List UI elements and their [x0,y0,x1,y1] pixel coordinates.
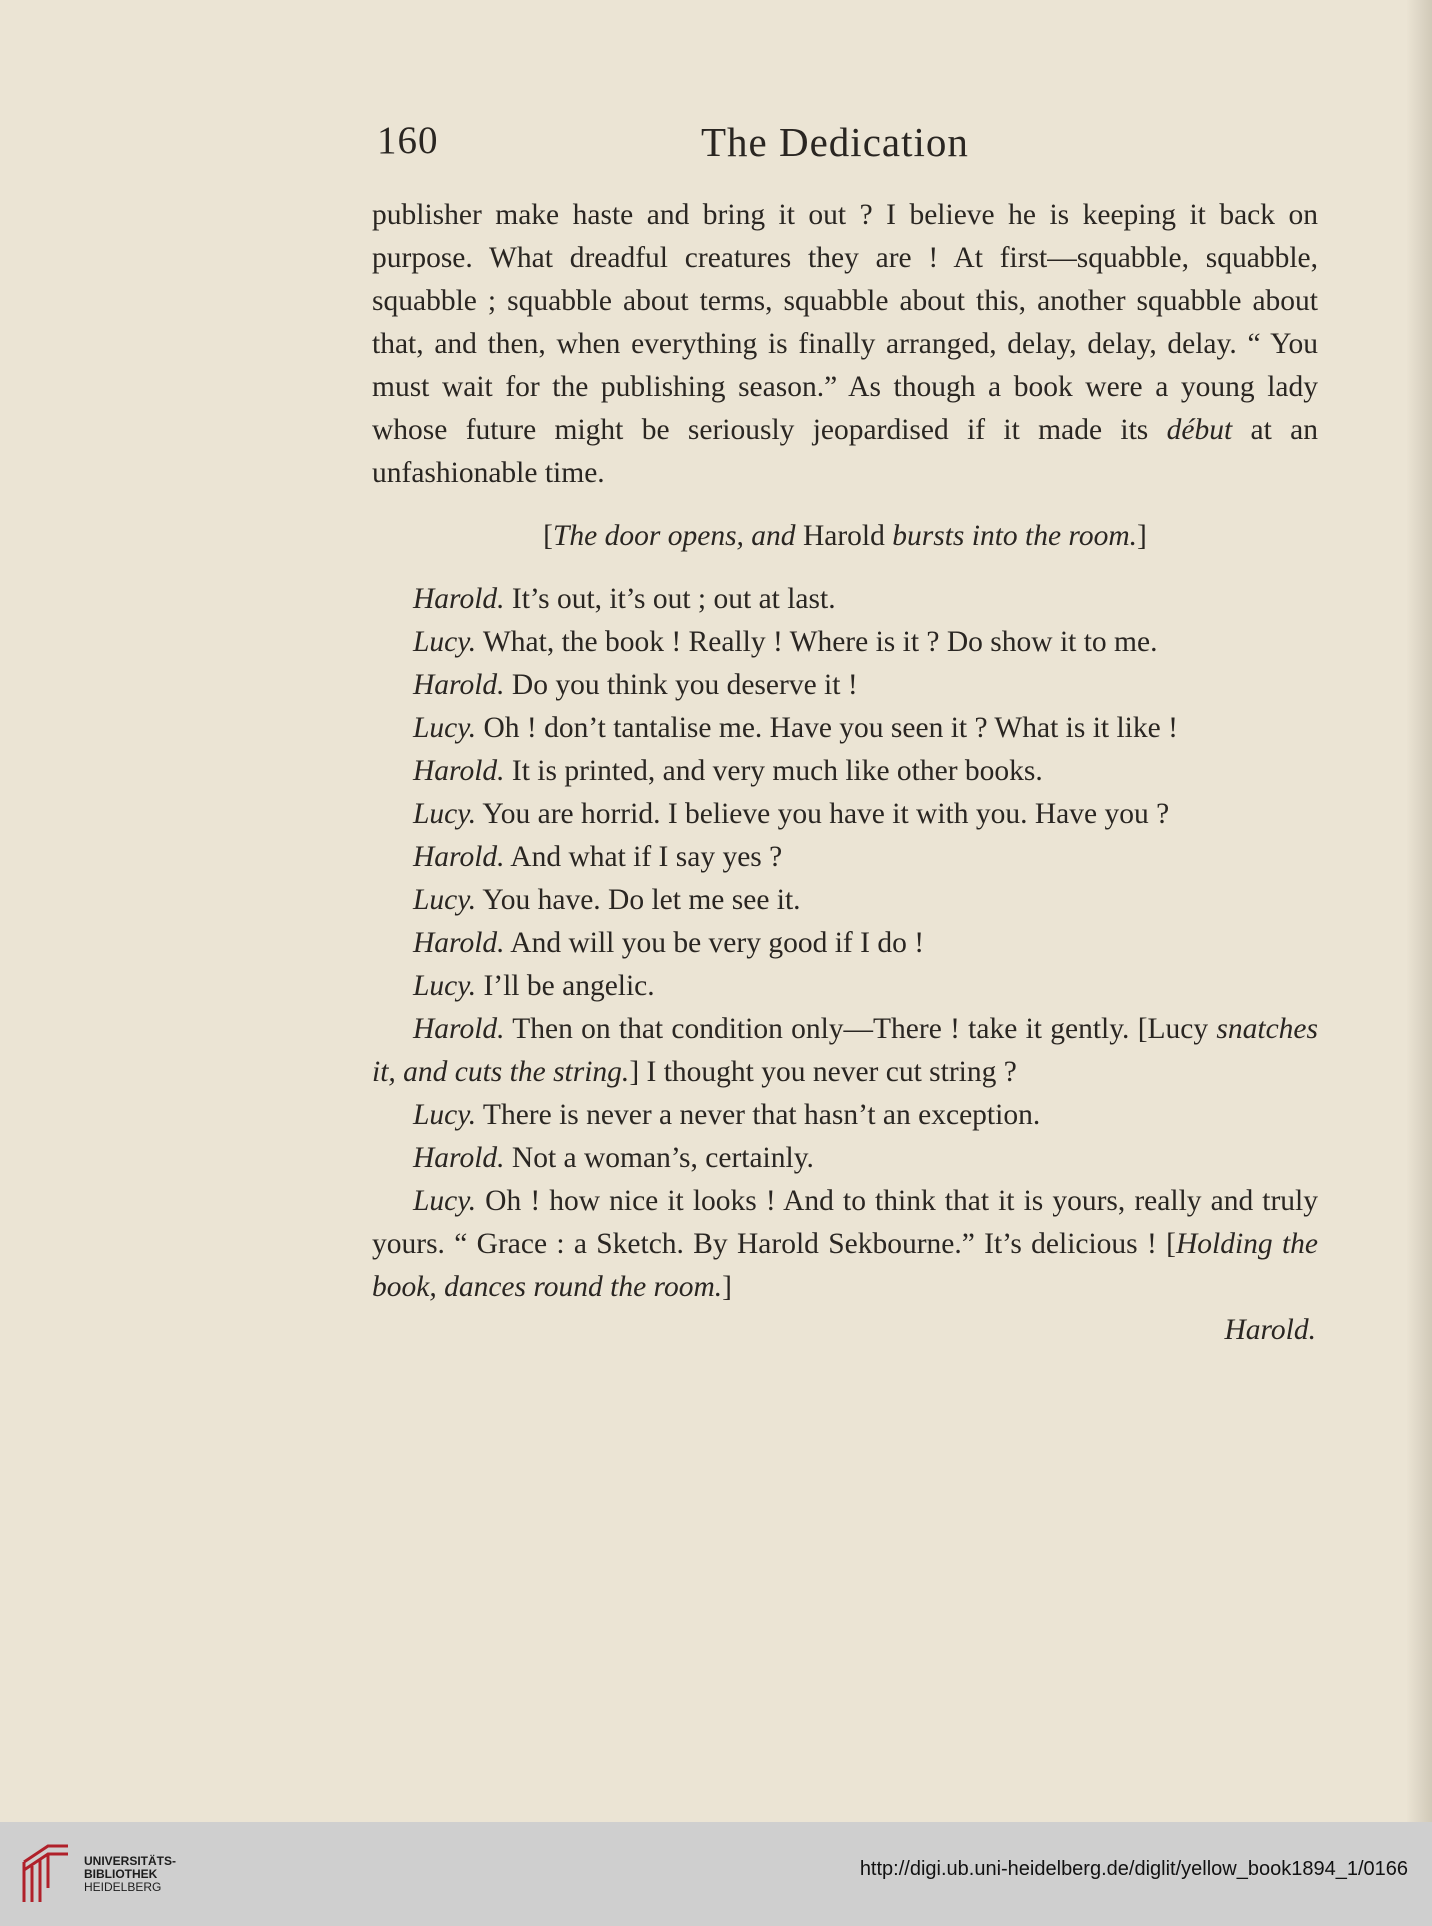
speaker-name: Harold. [413,1013,505,1045]
running-title: The Dedication [701,119,969,165]
speaker-name: Lucy. [413,1099,477,1131]
speaker-name: Harold. [413,927,505,959]
speech-line: Harold. And will you be very good if I do ! [413,927,925,959]
page-gutter-shadow [1406,0,1432,1822]
speech-line: Lucy. Oh ! don’t tantalise me. Have you seen it ? What is it like ! [413,712,1178,744]
speaker-name: Harold. [413,1142,505,1174]
speech-line: Lucy. What, the book ! Really ! Where is it ? Do show it to me. [413,626,1158,658]
catchword: Harold. [1224,1314,1316,1346]
speech-line: Harold. It’s out, it’s out ; out at last. [413,583,836,615]
speech-line: Harold. Then on that condition only—There ! take it gently. [Lucy snatches it, and cuts the string.] I thought you never cut string ? [372,1013,1318,1088]
speech-line: Lucy. There is never a never that hasn’t an exception. [413,1099,1041,1131]
speaker-name: Lucy. [413,626,477,658]
speech-line: Lucy. I’ll be angelic. [413,970,655,1002]
speaker-name: Harold. [413,755,505,787]
speaker-name: Harold. [413,841,505,873]
inline-stage-direction: Holding the book, dances round the room. [372,1228,1318,1303]
stage-direction: [The door opens, and Harold bursts into the room.] [543,520,1147,552]
page-number: 160 [377,119,439,162]
speech-line: Lucy. You have. Do let me see it. [413,884,801,916]
speech-line: Harold. It is printed, and very much like other books. [413,755,1043,787]
page-body [372,194,1318,1352]
opening-paragraph: publisher make haste and bring it out ? I believe he is keeping it back on purpose. What dreadful creatures they are ! At first—squabble, squabble, squabble ; squabble about terms, squabble about this, another squabble about that, and then, when everything is finally arranged, delay, delay, delay. “ You must wait for the publishing season.” As though a book were a young lady whose future might be seriously jeopardised if it made its début at an unfashionable time. [372,199,1318,489]
library-name: UNIVERSITÄTS- BIBLIOTHEK HEIDELBERG [84,1854,177,1894]
speech-line: Lucy. Oh ! how nice it looks ! And to think that it is yours, really and truly yours. “ Grace : a Sketch. By Harold Sekbourne.” It’s delicious ! [Holding the book, dances round the room.] [372,1185,1318,1303]
speaker-name: Lucy. [413,712,477,744]
source-url-link[interactable]: http://digi.ub.uni-heidelberg.de/diglit/yellow_book1894_1/0166 [859,1858,1408,1880]
speech-line: Harold. Do you think you deserve it ! [413,669,858,701]
italic-word: début [1166,414,1233,446]
speaker-name: Harold. [413,583,505,615]
speech-line: Harold. Not a woman’s, certainly. [413,1142,814,1174]
page-header [377,118,1317,168]
library-logo-icon [18,1842,74,1906]
speech-line: Lucy. You are horrid. I believe you have it with you. Have you ? [413,798,1170,830]
digitization-footer [0,1822,1432,1926]
speaker-name: Lucy. [413,1185,477,1217]
speaker-name: Lucy. [413,798,477,830]
speaker-name: Harold. [413,669,505,701]
speech-line: Harold. And what if I say yes ? [413,841,783,873]
speaker-name: Lucy. [413,970,477,1002]
speaker-name: Lucy. [413,884,477,916]
inline-stage-direction: snatches it, and cuts the string. [372,1013,1318,1088]
